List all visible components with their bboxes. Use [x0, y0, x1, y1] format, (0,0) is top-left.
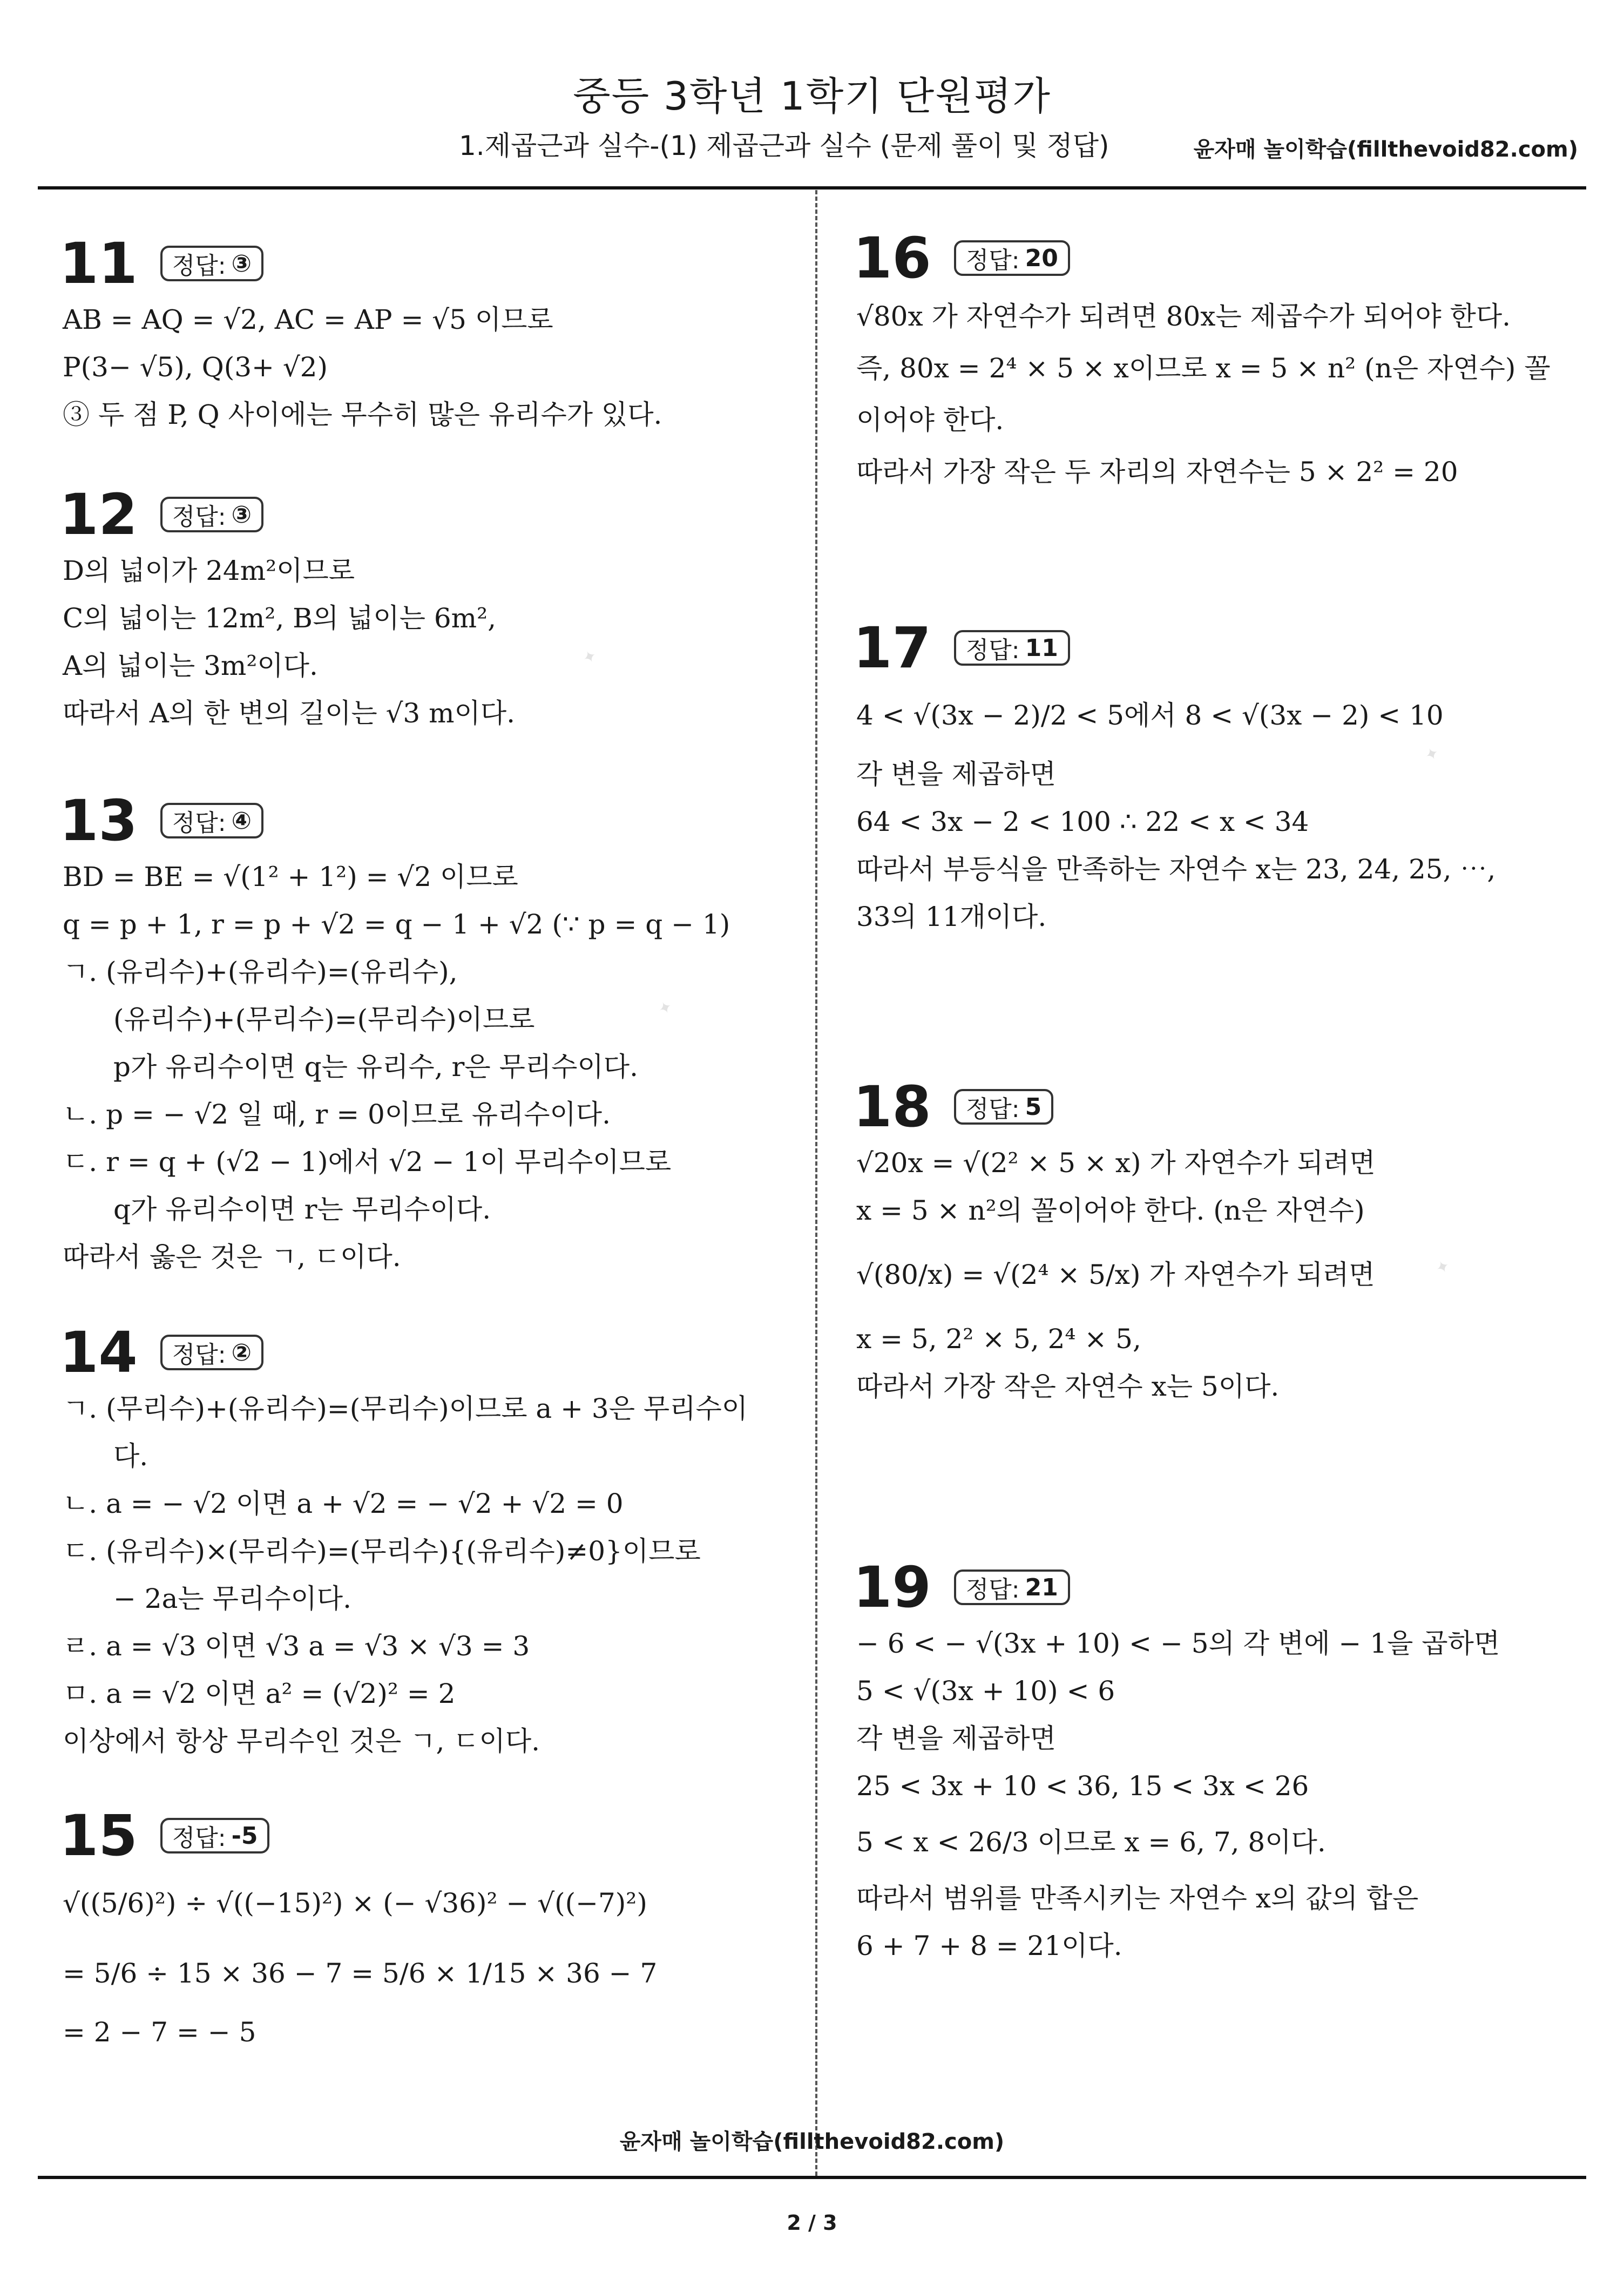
- solution-line: ㄷ. r = q + (√2 − 1)에서 √2 − 1이 무리수이므로: [63, 1146, 672, 1178]
- answer-badge: [160, 497, 263, 532]
- solution-line: √20x = √(2² × 5 × x) 가 자연수가 되려면: [856, 1147, 1376, 1179]
- problem-number: 16: [853, 225, 931, 291]
- problem-19: [853, 1555, 1500, 1970]
- solution-line: 따라서 옳은 것은 ㄱ, ㄷ이다.: [63, 1241, 401, 1273]
- solution-line: − 2a는 무리수이다.: [113, 1583, 351, 1614]
- solution-line: 5 < x < 26/3 이므로 x = 6, 7, 8이다.: [856, 1826, 1326, 1858]
- solution-line: x = 5, 2² × 5, 2⁴ × 5,: [856, 1323, 1141, 1355]
- solution-line: ③ 두 점 P, Q 사이에는 무수히 많은 유리수가 있다.: [63, 399, 662, 430]
- answer-label: 정답:: [172, 1824, 226, 1852]
- solution-line: ㅁ. a = √2 이면 a² = (√2)² = 2: [63, 1678, 456, 1709]
- problem-18: [853, 1074, 1376, 1410]
- solution-line: ㄷ. (유리수)×(무리수)=(무리수){(유리수)≠0}이므로: [63, 1535, 701, 1567]
- solution-line: 따라서 범위를 만족시키는 자연수 x의 값의 합은: [856, 1883, 1419, 1914]
- solution-line: ㄴ. a = − √2 이면 a + √2 = − √2 + √2 = 0: [63, 1488, 624, 1519]
- answer-badge: [160, 803, 263, 838]
- answer-label: 정답:: [172, 503, 226, 531]
- solution-line: 따라서 가장 작은 두 자리의 자연수는 5 × 2² = 20: [856, 456, 1458, 488]
- solution-line: AB = AQ = √2, AC = AP = √5 이므로: [63, 304, 553, 335]
- problem-17: [853, 615, 1496, 941]
- answer-badge: [954, 630, 1070, 666]
- solution-line: √80x 가 자연수가 되려면 80x는 제곱수가 되어야 한다.: [856, 301, 1511, 332]
- solution-line: x = 5 × n²의 꼴이어야 한다. (n은 자연수): [856, 1195, 1365, 1226]
- problem-number: 11: [59, 231, 138, 296]
- solution-line: 즉, 80x = 2⁴ × 5 × x이므로 x = 5 × n² (n은 자연수) 꼴: [856, 353, 1551, 384]
- solution-line: √(80/x) = √(2⁴ × 5/x) 가 자연수가 되려면: [856, 1259, 1375, 1290]
- solution-line: 5 < √(3x + 10) < 6: [856, 1675, 1115, 1707]
- solution-line: P(3− √5), Q(3+ √2): [63, 351, 328, 383]
- page-title: 중등 3학년 1학기 단원평가: [573, 73, 1051, 119]
- answer-label: 정답:: [172, 1341, 226, 1369]
- solution-line: ㄴ. p = − √2 일 때, r = 0이므로 유리수이다.: [63, 1099, 611, 1130]
- answer-label: 정답:: [965, 1576, 1020, 1604]
- solution-line: 6 + 7 + 8 = 21이다.: [856, 1930, 1122, 1961]
- problem-15: [59, 1803, 657, 2056]
- answer-badge: [160, 246, 263, 281]
- problem-number: 18: [853, 1074, 931, 1140]
- solution-line: 25 < 3x + 10 < 36, 15 < 3x < 26: [856, 1770, 1309, 1802]
- answer-badge: [160, 1335, 263, 1370]
- solution-line: C의 넓이는 12m², B의 넓이는 6m²,: [63, 603, 497, 634]
- problem-12: [59, 482, 515, 737]
- solution-line: q가 유리수이면 r는 무리수이다.: [113, 1194, 491, 1225]
- top-rule: [38, 186, 1586, 190]
- answer-label: 정답:: [172, 252, 226, 280]
- solution-line: 이상에서 항상 무리수인 것은 ㄱ, ㄷ이다.: [63, 1726, 540, 1757]
- solution-line: q = p + 1, r = p + √2 = q − 1 + √2 (∵ p = q − 1): [63, 909, 730, 940]
- solution-line: BD = BE = √(1² + 1²) = √2 이므로: [63, 861, 518, 892]
- problem-11: [59, 231, 662, 438]
- watermark: ✦: [1422, 743, 1443, 766]
- watermark: ✦: [579, 646, 600, 669]
- answer-value: ③: [231, 500, 252, 529]
- solution-line: 따라서 부등식을 만족하는 자연수 x는 23, 24, 25, ⋯,: [856, 854, 1496, 885]
- answer-label: 정답:: [172, 809, 226, 837]
- page-subtitle: 1.제곱근과 실수-(1) 제곱근과 실수 (문제 풀이 및 정답): [459, 130, 1109, 161]
- answer-value: 5: [1025, 1093, 1042, 1121]
- solution-line: = 2 − 7 = − 5: [63, 2017, 256, 2048]
- problem-13: [59, 788, 730, 1281]
- problem-number: 13: [59, 788, 138, 854]
- answer-value: ②: [231, 1338, 252, 1366]
- solution-line: 64 < 3x − 2 < 100 ∴ 22 < x < 34: [856, 806, 1309, 837]
- solution-line: 이어야 한다.: [856, 404, 1004, 436]
- solution-line: ㄱ. (무리수)+(유리수)=(무리수)이므로 a + 3은 무리수이: [63, 1393, 748, 1424]
- column-divider: [815, 190, 817, 2176]
- problem-number: 19: [853, 1554, 931, 1620]
- problem-number: 17: [853, 615, 931, 681]
- solution-line: 따라서 가장 작은 자연수 x는 5이다.: [856, 1371, 1280, 1402]
- solution-line: (유리수)+(무리수)=(무리수)이므로: [113, 1004, 535, 1035]
- problem-number: 14: [59, 1320, 138, 1385]
- answer-badge: [954, 1089, 1053, 1125]
- bottom-rule: [38, 2176, 1586, 2179]
- solution-line: 4 < √(3x − 2)/2 < 5에서 8 < √(3x − 2) < 10: [856, 700, 1444, 731]
- solution-line: √((5/6)²) ÷ √((−15)²) × (− √36)² − √((−7)²): [63, 1888, 647, 1919]
- solution-line: A의 넓이는 3m²이다.: [63, 650, 318, 681]
- solution-line: 다.: [113, 1440, 148, 1472]
- solution-line: 각 변을 제곱하면: [856, 759, 1056, 790]
- page-number: 2 / 3: [787, 2211, 837, 2235]
- header-site-name: 윤자매 놀이학습(fillthevoid82.com): [1193, 137, 1578, 162]
- answer-badge: [160, 1818, 270, 1853]
- answer-label: 정답:: [965, 637, 1020, 664]
- answer-value: 20: [1025, 244, 1058, 272]
- problem-16: [853, 226, 1551, 498]
- problem-number: 12: [59, 482, 138, 547]
- solution-line: 각 변을 제곱하면: [856, 1723, 1056, 1754]
- answer-value: ③: [231, 249, 252, 278]
- problem-14: [59, 1320, 748, 1765]
- answer-badge: [954, 240, 1070, 276]
- solution-line: = 5/6 ÷ 15 × 36 − 7 = 5/6 × 1/15 × 36 − 7: [63, 1958, 658, 1989]
- solution-line: 33의 11개이다.: [856, 901, 1047, 932]
- solution-line: ㄱ. (유리수)+(유리수)=(유리수),: [63, 956, 458, 987]
- solution-line: − 6 < − √(3x + 10) < − 5의 각 변에 − 1을 곱하면: [856, 1628, 1500, 1659]
- watermark: ✦: [655, 997, 676, 1020]
- footer-site-name: 윤자매 놀이학습(fillthevoid82.com): [619, 2129, 1005, 2154]
- solution-line: p가 유리수이면 q는 유리수, r은 무리수이다.: [113, 1051, 638, 1083]
- answer-badge: [954, 1570, 1070, 1605]
- solution-line: D의 넓이가 24m²이므로: [63, 555, 355, 586]
- answer-value: -5: [231, 1822, 258, 1850]
- problem-number: 15: [59, 1803, 138, 1869]
- solution-line: ㄹ. a = √3 이면 √3 a = √3 × √3 = 3: [63, 1631, 530, 1662]
- answer-label: 정답:: [965, 1095, 1020, 1123]
- watermark: ✦: [1432, 1256, 1453, 1279]
- answer-value: 21: [1025, 1573, 1058, 1601]
- solution-line: 따라서 A의 한 변의 길이는 √3 m이다.: [63, 698, 516, 729]
- answer-value: ④: [231, 807, 252, 835]
- answer-label: 정답:: [965, 247, 1020, 274]
- answer-value: 11: [1025, 634, 1058, 662]
